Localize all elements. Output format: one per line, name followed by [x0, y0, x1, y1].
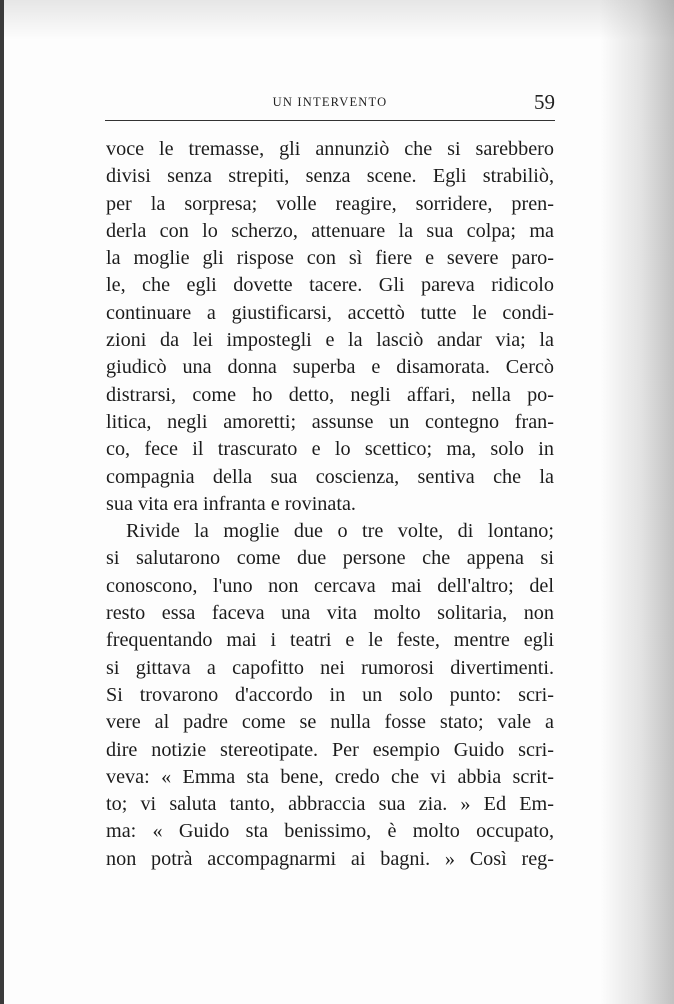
page-binding-edge [0, 0, 4, 1004]
text-line: voce le tremasse, gli annunziò che si sarebbero [106, 138, 554, 160]
text-line: derla con lo scherzo, attenuare la sua colpa; ma [106, 219, 554, 242]
text-line: frequentando mai i teatri e le feste, mentre egli [106, 629, 554, 652]
body-text [106, 136, 554, 873]
text-line: si gittava a capofitto nei rumorosi divertimenti. [106, 656, 554, 679]
page-number: 59 [534, 90, 555, 114]
text-line: si salutarono come due persone che appena si [106, 547, 554, 570]
running-title: UN INTERVENTO [272, 95, 388, 109]
text-line: co, fece il trascurato e lo scettico; ma, solo in [106, 438, 554, 461]
text-line: compagnia della sua coscienza, sentiva che la [106, 465, 554, 488]
text-line: giudicò una donna superba e disamorata. Cercò [106, 356, 554, 379]
text-line: Si trovarono d'accordo in un solo punto: scri- [106, 683, 554, 706]
text-line: Rivide la moglie due o tre volte, di lontano; [126, 520, 554, 543]
text-line: litica, negli amoretti; assunse un contegno fran- [106, 410, 554, 433]
text-line: la moglie gli rispose con sì fiere e severe paro- [106, 247, 554, 270]
text-line: non potrà accompagnarmi ai bagni. » Così reg- [106, 847, 554, 870]
header-rule [105, 120, 555, 121]
text-line: divisi senza strepiti, senza scene. Egli strabiliò, [106, 165, 554, 188]
text-line: distrarsi, come ho detto, negli affari, nella po- [106, 383, 554, 406]
text-line: per la sorpresa; volle reagire, sorridere, pren- [106, 192, 554, 215]
text-line: le, che egli dovette tacere. Gli pareva ridicolo [106, 274, 554, 297]
text-line: veva: « Emma sta bene, credo che vi abbia scrit- [106, 765, 554, 788]
text-line: dire notizie stereotipate. Per esempio Guido scri- [106, 738, 554, 761]
text-line: continuare a giustificarsi, accettò tutte le condi- [106, 301, 554, 324]
text-line: vere al padre come se nulla fosse stato; vale a [106, 711, 554, 734]
text-line: ma: « Guido sta benissimo, è molto occupato, [106, 820, 554, 843]
text-line: sua vita era infranta e rovinata. [106, 492, 356, 515]
text-line: resto essa faceva una vita molto solitaria, non [106, 602, 554, 625]
text-line: conoscono, l'uno non cercava mai dell'altro; del [106, 574, 554, 597]
text-line: to; vi saluta tanto, abbraccia sua zia. » Ed Em- [106, 793, 554, 816]
running-header [105, 92, 555, 116]
text-line: zioni da lei impostegli e la lasciò andar via; la [106, 329, 554, 352]
